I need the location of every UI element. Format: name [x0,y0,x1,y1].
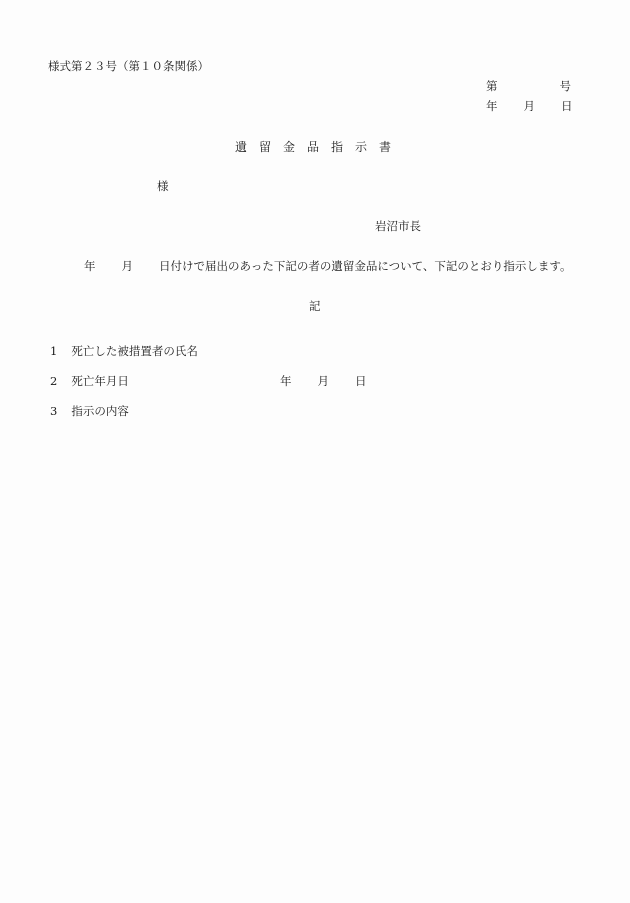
body-month: 月 [121,259,133,273]
item-number: 3 [50,404,58,418]
issue-date-line [486,101,573,113]
death-date-fields [280,376,367,388]
document-title: 遺 留 金 品 指 示 書 [235,140,392,154]
issue-month: 月 [523,99,535,113]
ref-prefix: 第 [486,79,498,93]
list-item [50,376,129,388]
item-number: 1 [50,344,58,358]
body-year: 年 [84,259,96,273]
addressee-suffix: 様 [157,179,169,193]
death-day: 日 [355,374,367,388]
death-month: 月 [317,374,329,388]
list-item [50,406,129,418]
ref-suffix: 号 [559,79,571,93]
item-label: 指示の内容 [71,404,129,418]
list-item [50,346,198,358]
item-label: 死亡年月日 [71,374,129,388]
body-text [84,261,572,273]
body-sentence: 日付けで届出のあった下記の者の遺留金品について、下記のとおり指示します。 [159,259,572,273]
sender-name: 岩沼市長 [375,219,421,233]
death-year: 年 [280,374,292,388]
form-label: 様式第２３号（第１０条関係） [48,59,209,73]
reference-number-line [486,81,571,93]
issue-day: 日 [561,99,573,113]
issue-year: 年 [486,99,498,113]
item-number: 2 [50,374,58,388]
ki-heading: 記 [309,299,321,313]
item-label: 死亡した被措置者の氏名 [71,344,198,358]
